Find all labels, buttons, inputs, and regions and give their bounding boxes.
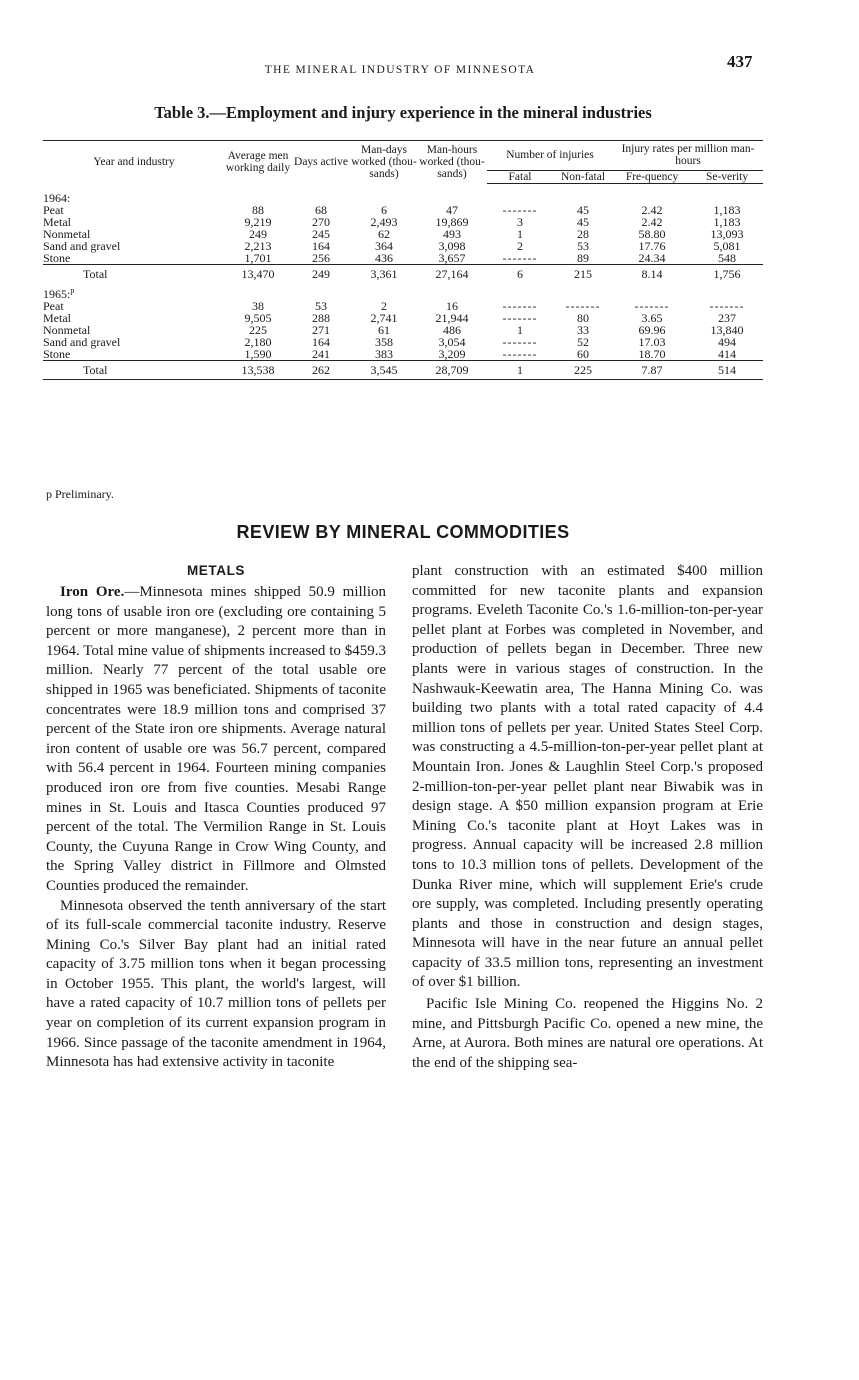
avg-men-cell: 249 — [249, 227, 267, 241]
man-days-cell: 2,493 — [370, 215, 398, 229]
days-cell: 68 — [315, 203, 327, 217]
avg-men-cell: 2,180 — [244, 335, 272, 349]
days-cell: 53 — [315, 299, 327, 313]
industry-cell: Peat — [43, 299, 64, 313]
frequency-cell: 69.96 — [638, 323, 666, 337]
header-days-active: Days active — [291, 141, 351, 184]
nonfatal-cell: 215 — [553, 265, 613, 284]
man-hours-cell: 27,164 — [417, 265, 487, 284]
paragraph — [46, 583, 386, 897]
severity-cell: 5,081 — [713, 239, 741, 253]
header-fatal: Fatal — [487, 171, 553, 184]
man-days-cell: 2,741 — [370, 311, 398, 325]
run-in-heading: Iron Ore. — [60, 584, 125, 600]
avg-men-cell: 13,538 — [225, 361, 291, 380]
nonfatal-cell: 89 — [577, 251, 589, 265]
header-man-days: Man-days worked (thou-sands) — [351, 141, 417, 184]
severity-cell: 514 — [691, 361, 763, 380]
paragraph: plant construction with an estimated $400 million committed for new taconite plants and expansion programs. Eveleth Taconite Co.'s 1.6-million-ton-per-year pellet plant at Forbes was completed in November, and production of pellets began in December. Three new plants were in various stages of construction. In the Nashwauk-Keewatin area, The Hanna Mining Co. was building two plants with a total rated capacity of 4.4 million tons of pellets per year. United States Steel Corp. was constructing a 4.5-million-ton-per-year pellet plant at Mountain Iron. Jones & Laughlin Steel Corp.'s proposed 2-million-ton-per-year pellet plant near Biwabik was in design stage. A $50 million expansion program at Erie Mining Co.'s taconite plant at Hoyt Lakes was in progress. Annual capacity will be increased 2.8 million tons to 10.3 million tons of pellets. Development of the Dunka River mine, which will supplement Erie's crude ore supply, was completed. Including presently operating plants and those in construction and design stages, Minnesota will have in the near future an annual pellet capacity of 33.5 million tons, representing an investment of over $1 billion. — [412, 563, 763, 991]
frequency-cell: 58.80 — [638, 227, 666, 241]
nonfatal-cell: 52 — [577, 335, 589, 349]
man-days-cell: 364 — [375, 239, 393, 253]
frequency-cell: 17.03 — [638, 335, 666, 349]
severity-cell: 548 — [718, 251, 737, 265]
industry-cell: Metal — [43, 215, 71, 229]
fatal-cell: 2 — [517, 239, 523, 253]
avg-men-cell: 9,505 — [244, 311, 272, 325]
man-hours-cell: 3,657 — [438, 251, 466, 265]
year-label: 1965: — [43, 287, 71, 301]
header-year-industry: Year and industry — [43, 141, 225, 184]
days-cell: 288 — [312, 311, 330, 325]
frequency-cell: 3.65 — [641, 311, 663, 325]
severity-cell: 237 — [718, 311, 737, 325]
days-cell: 249 — [291, 265, 351, 284]
header-injuries-group: Number of injuries — [487, 141, 613, 171]
severity-cell: 1,756 — [691, 265, 763, 284]
frequency-cell: 24.34 — [638, 251, 666, 265]
fatal-cell: ------- — [502, 311, 538, 325]
frequency-cell: 18.70 — [638, 347, 666, 361]
man-days-cell: 6 — [381, 203, 387, 217]
days-cell: 241 — [312, 347, 330, 361]
man-days-cell: 62 — [378, 227, 390, 241]
fatal-cell: ------- — [502, 203, 538, 217]
year-row-1964 — [43, 190, 763, 204]
fatal-cell: ------- — [502, 299, 538, 313]
man-hours-cell: 28,709 — [417, 361, 487, 380]
severity-cell: 494 — [718, 335, 737, 349]
fatal-cell: 3 — [517, 215, 523, 229]
frequency-cell: 17.76 — [638, 239, 666, 253]
fatal-cell: 6 — [487, 265, 553, 284]
severity-cell: 1,183 — [713, 203, 741, 217]
man-days-cell: 2 — [381, 299, 387, 313]
running-head: THE MINERAL INDUSTRY OF MINNESOTA — [264, 64, 536, 76]
severity-cell: ------- — [709, 299, 745, 313]
man-days-cell: 358 — [375, 335, 393, 349]
header-nonfatal: Non-fatal — [553, 171, 613, 184]
nonfatal-cell: 60 — [577, 347, 589, 361]
man-days-cell: 3,361 — [351, 265, 417, 284]
table-title: Table 3.—Employment and injury experience in the mineral industries — [154, 103, 652, 122]
paragraph-text: —Minnesota mines shipped 50.9 million long tons of usable iron ore (excluding ore containing 5 percent or more manganese), 2 percent more than in 1964. Total mine value of shipments increased to $459.3 million. Nearly 77 percent of the total usable ore shipped in 1965 was beneficiated. Shipments of taconite concentrates were 18.9 million tons and comprised 37 percent of the State iron ore shipments. Average natural iron content of usable ore was 56.7 percent, compared with 56.4 percent in 1964. Fourteen mining companies produced iron ore from five counties. Mesabi Range mines in St. Louis and Itasca Counties produced 97 percent of the total. The Vermilion Range in St. Louis County, the Cuyuna Range in Crow Wing County, and the Spring Valley district in Fillmore and Olmsted Counties produced the remainder. — [46, 584, 386, 894]
paragraph: Minnesota observed the tenth anniversary of the start of its full-scale commercial taconite industry. Reserve Mining Co.'s Silver Bay plant had an initial rated capacity of 3.75 million tons when it began processing in October 1955. This plant, the world's largest, will have a rated capacity of 10.7 million tons of pellets per year on completion of its current expansion program in 1966. Since passage of the taconite amendment in 1964, Minnesota has had extensive activity in taconite — [46, 897, 386, 1071]
avg-men-cell: 13,470 — [225, 265, 291, 284]
frequency-cell: 8.14 — [613, 265, 691, 284]
employment-injury-table — [43, 140, 763, 380]
man-hours-cell: 3,054 — [438, 335, 466, 349]
header-severity: Se-verity — [691, 171, 763, 184]
nonfatal-cell: 33 — [577, 323, 589, 337]
fatal-cell: 1 — [517, 227, 523, 241]
man-hours-cell: 19,869 — [435, 215, 469, 229]
days-cell: 270 — [312, 215, 330, 229]
nonfatal-cell: 45 — [577, 215, 589, 229]
header-rates-group: Injury rates per million man-hours — [613, 141, 763, 171]
frequency-cell: 7.87 — [613, 361, 691, 380]
man-hours-cell: 486 — [443, 323, 461, 337]
total-row-1965 — [43, 361, 763, 380]
industry-cell: Nonmetal — [43, 227, 91, 241]
total-label: Total — [43, 361, 225, 380]
man-days-cell: 3,545 — [351, 361, 417, 380]
right-column — [412, 562, 763, 1073]
man-hours-cell: 47 — [446, 203, 458, 217]
severity-cell: 13,093 — [710, 227, 744, 241]
man-days-cell: 436 — [375, 251, 393, 265]
nonfatal-cell: 80 — [577, 311, 589, 325]
nonfatal-cell: 225 — [553, 361, 613, 380]
man-hours-cell: 21,944 — [435, 311, 469, 325]
frequency-cell: 2.42 — [641, 203, 663, 217]
table-row — [43, 252, 763, 265]
avg-men-cell: 88 — [252, 203, 264, 217]
man-hours-cell: 3,209 — [438, 347, 466, 361]
total-label: Total — [43, 265, 225, 284]
header-man-hours: Man-hours worked (thou-sands) — [417, 141, 487, 184]
fatal-cell: ------- — [502, 251, 538, 265]
man-hours-cell: 16 — [446, 299, 458, 313]
header-frequency: Fre-quency — [613, 171, 691, 184]
industry-cell: Sand and gravel — [43, 239, 121, 253]
industry-cell: Metal — [43, 311, 71, 325]
man-days-cell: 61 — [378, 323, 390, 337]
industry-cell: Stone — [43, 251, 71, 265]
table-row — [43, 348, 763, 361]
preliminary-mark: p — [70, 286, 75, 295]
avg-men-cell: 38 — [252, 299, 264, 313]
page-number: 437 — [727, 52, 753, 71]
industry-cell: Peat — [43, 203, 64, 217]
fatal-cell: ------- — [502, 335, 538, 349]
header-avg-men: Average men working daily — [225, 141, 291, 184]
nonfatal-cell: ------- — [565, 299, 601, 313]
frequency-cell: 2.42 — [641, 215, 663, 229]
table-footnote: p Preliminary. — [46, 487, 114, 501]
industry-cell: Nonmetal — [43, 323, 91, 337]
industry-cell: Sand and gravel — [43, 335, 121, 349]
fatal-cell: ------- — [502, 347, 538, 361]
section-heading: REVIEW BY MINERAL COMMODITIES — [236, 522, 570, 542]
nonfatal-cell: 53 — [577, 239, 589, 253]
frequency-cell: ------- — [634, 299, 670, 313]
industry-cell: Stone — [43, 347, 71, 361]
avg-men-cell: 1,701 — [244, 251, 272, 265]
days-cell: 271 — [312, 323, 330, 337]
severity-cell: 13,840 — [710, 323, 744, 337]
man-hours-cell: 493 — [443, 227, 461, 241]
man-hours-cell: 3,098 — [438, 239, 466, 253]
year-label: 1964: — [43, 191, 71, 205]
subheading-metals: METALS — [186, 563, 246, 578]
days-cell: 164 — [312, 239, 330, 253]
man-days-cell: 383 — [375, 347, 393, 361]
avg-men-cell: 225 — [249, 323, 267, 337]
avg-men-cell: 2,213 — [244, 239, 272, 253]
days-cell: 256 — [312, 251, 330, 265]
paragraph: Pacific Isle Mining Co. reopened the Higgins No. 2 mine, and Pittsburgh Pacific Co. opened a new mine, the Arne, at Aurora. Both mines are natural ore operations. At the end of the shipping sea- — [412, 996, 763, 1071]
nonfatal-cell: 45 — [577, 203, 589, 217]
nonfatal-cell: 28 — [577, 227, 589, 241]
total-row-1964 — [43, 265, 763, 284]
days-cell: 262 — [291, 361, 351, 380]
severity-cell: 414 — [718, 347, 737, 361]
severity-cell: 1,183 — [713, 215, 741, 229]
days-cell: 164 — [312, 335, 330, 349]
left-column — [46, 562, 386, 1073]
fatal-cell: 1 — [517, 323, 523, 337]
avg-men-cell: 9,219 — [244, 215, 272, 229]
days-cell: 245 — [312, 227, 330, 241]
fatal-cell: 1 — [487, 361, 553, 380]
year-row-1965 — [43, 283, 763, 300]
avg-men-cell: 1,590 — [244, 347, 272, 361]
